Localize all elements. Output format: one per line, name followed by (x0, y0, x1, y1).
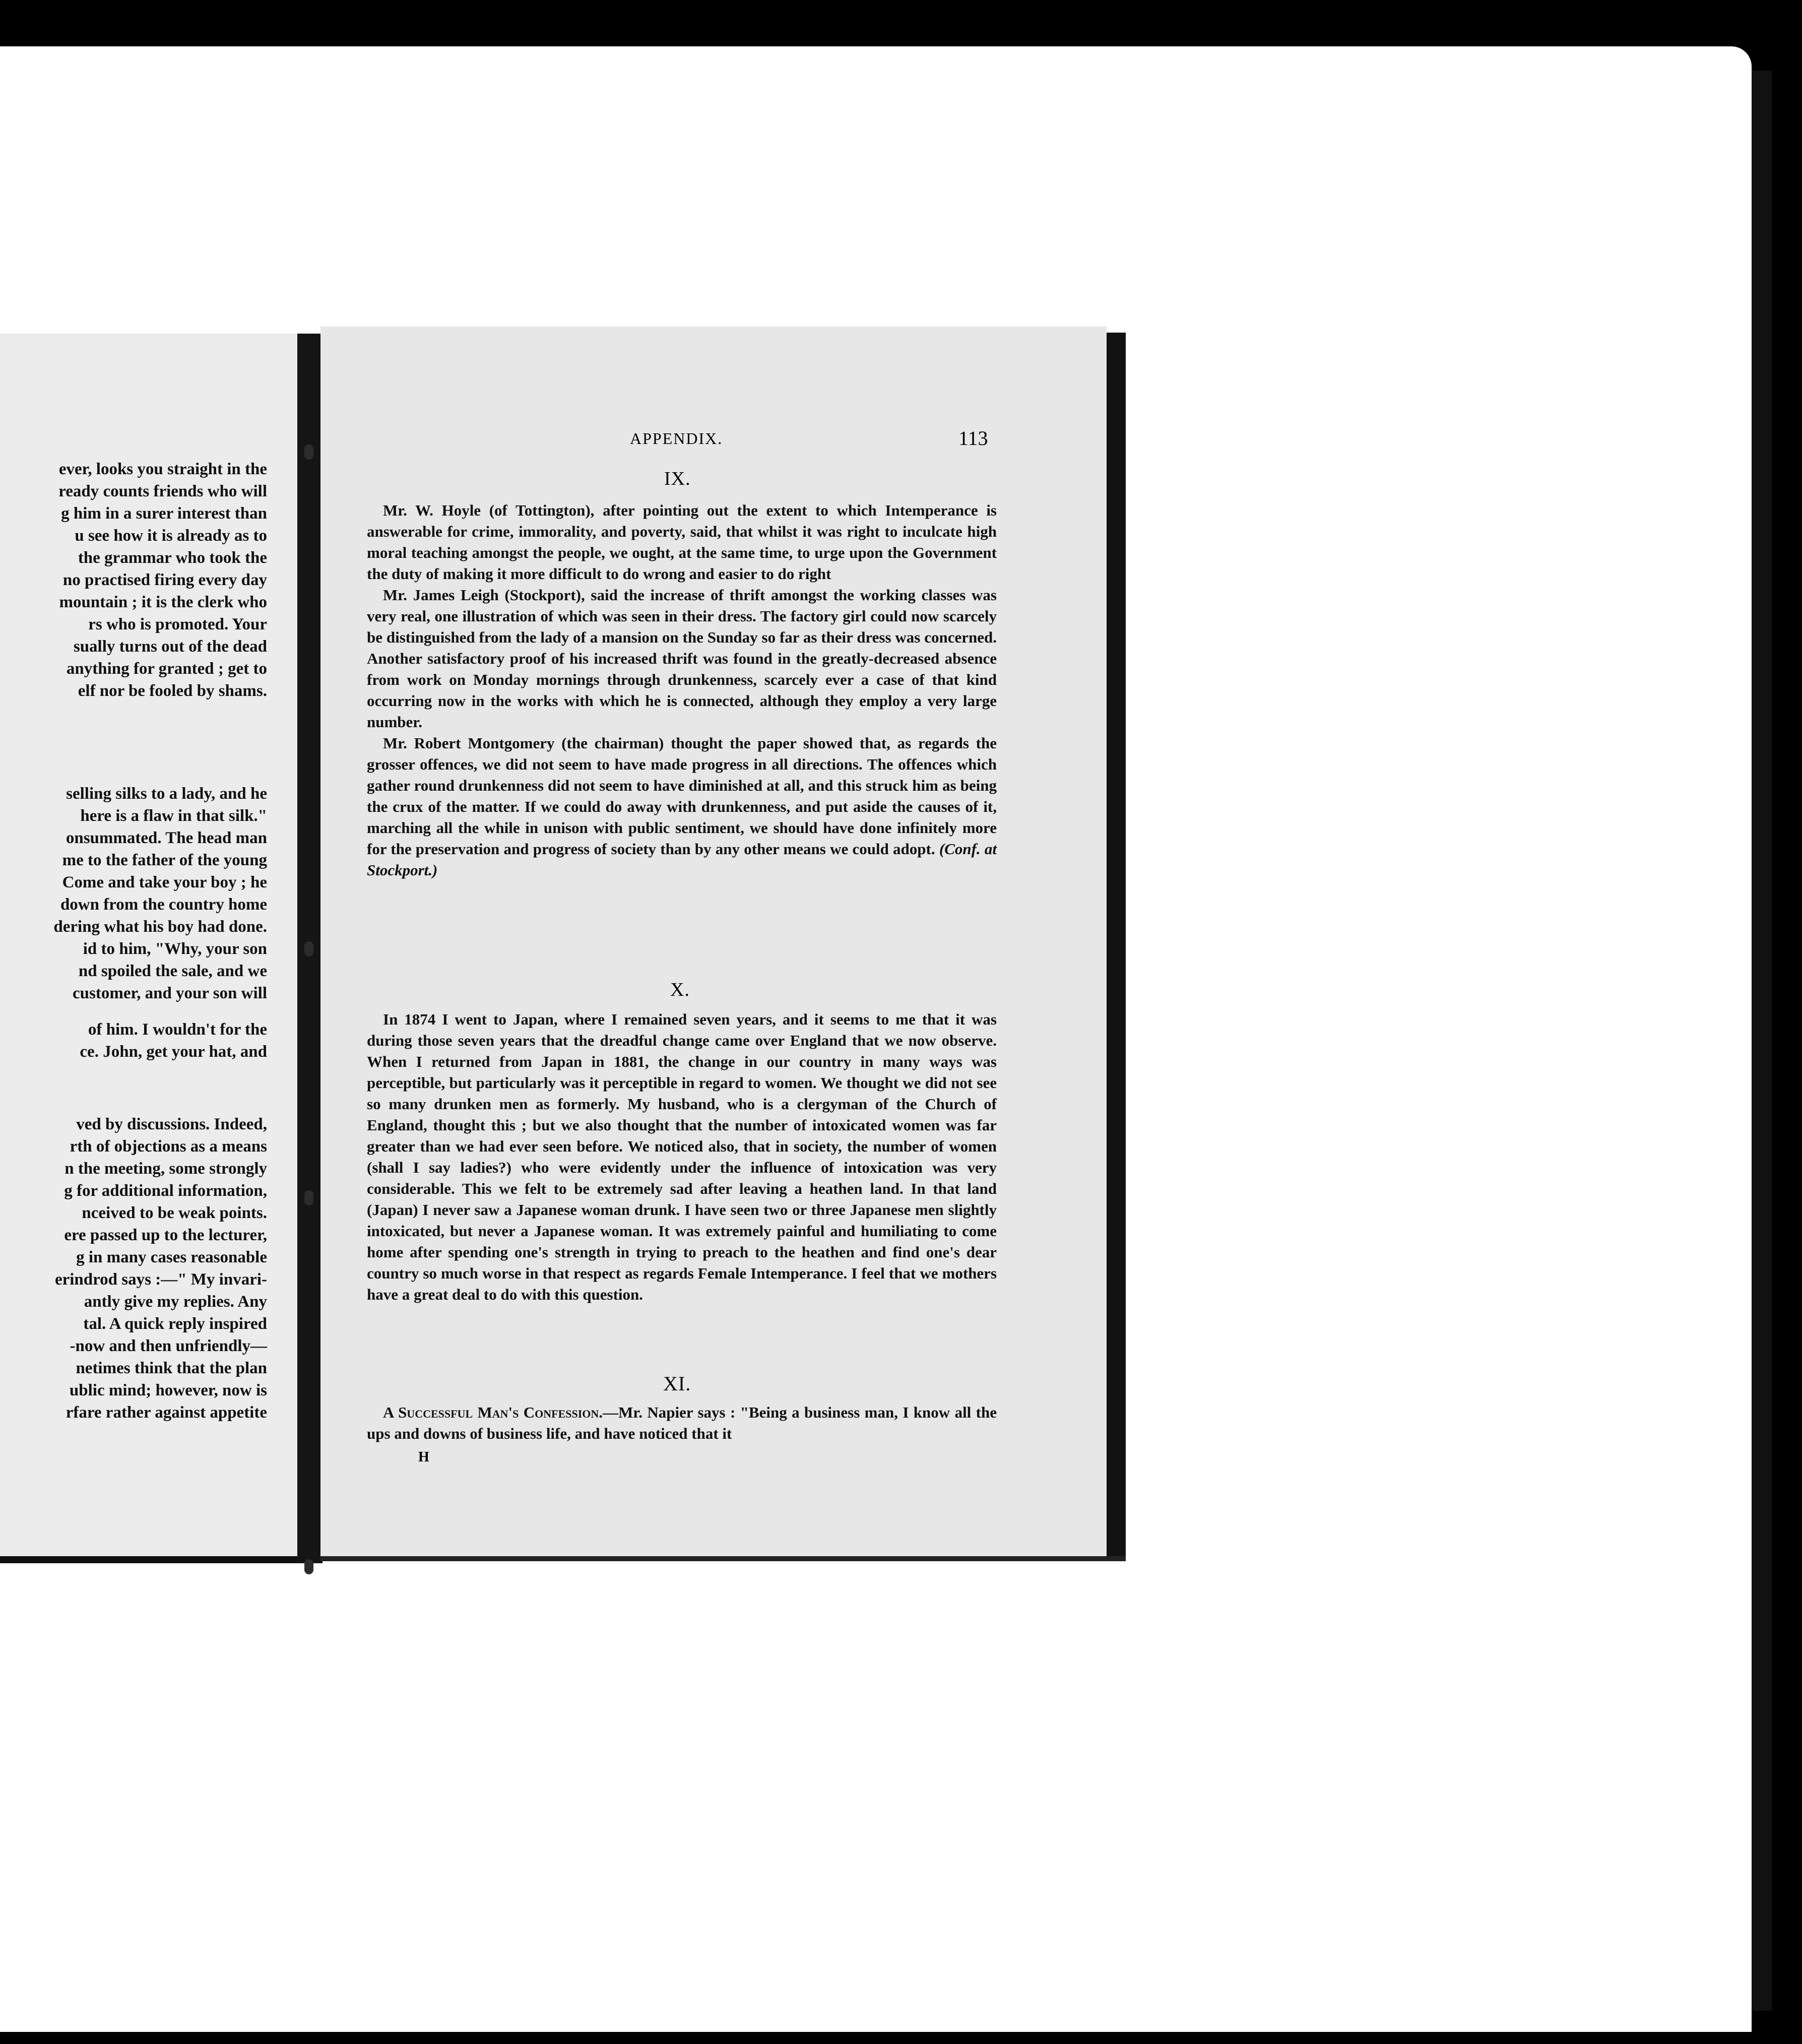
section-heading-xi: XI. (663, 1372, 691, 1395)
left-page (0, 334, 297, 1563)
binding-stitch (304, 941, 313, 956)
section-xi-text: —Mr. Napier says : "Being a business man, I know all the ups and downs of business life, and have noticed that it (367, 1403, 997, 1442)
left-page-line: ce. John, get your hat, and (80, 1043, 267, 1061)
book-bottom-shadow (0, 1556, 323, 1563)
section-xi-lead: A Successful Man's Confession. (383, 1403, 603, 1421)
left-page-line: rth of objections as a means (70, 1137, 267, 1156)
page-number: 113 (958, 427, 988, 450)
paragraph-leigh: Mr. James Leigh (Stockport), said the increase of thrift amongst the working classes was very real, one illustration of which was seen in their dress. The factory girl could now scarcely be distinguished from the lady of a mansion on the Sunday so far as their dress was concerned. Another satisfactory proof of his increased thrift was found in the greatly-decreased absence from work on Monday mornings through drunkenness, scarcely ever a case of that kind occurring now in the works with which he is connected, although they employ a very large number. (367, 586, 997, 731)
binding-stitch (304, 1190, 313, 1205)
paragraph-montgomery (367, 733, 997, 881)
section-xi-body (367, 1402, 997, 1444)
left-page-line: rs who is promoted. Your (88, 615, 267, 633)
left-page-line: antly give my replies. Any (84, 1293, 267, 1311)
left-page-line: sually turns out of the dead (73, 637, 267, 656)
binding-stitch (304, 444, 313, 460)
section-heading-ix: IX. (664, 468, 691, 489)
section-ix-body (367, 500, 997, 881)
left-page-line: rfare rather against appetite (66, 1403, 267, 1422)
right-page-bottom-edge (320, 1556, 1126, 1561)
left-page-line: mountain ; it is the clerk who (59, 593, 267, 611)
scan-frame-edge (1752, 71, 1772, 2011)
section-heading-x: X. (670, 979, 690, 1000)
book-spine (297, 334, 320, 1563)
left-page-line: Come and take your boy ; he (62, 873, 267, 891)
left-page-line: -now and then unfriendly— (70, 1337, 267, 1355)
left-page-line: elf nor be fooled by shams. (78, 682, 267, 700)
paragraph-napier (367, 1402, 997, 1444)
left-page-line: me to the father of the young (62, 851, 267, 869)
left-page-line: g for additional information, (64, 1182, 267, 1200)
left-page-line: g him in a surer interest than (61, 504, 267, 523)
left-page-line: here is a flaw in that silk." (80, 807, 267, 825)
left-page-line: down from the country home (60, 896, 267, 914)
left-page-line: nceived to be weak points. (82, 1204, 267, 1222)
left-page-line: anything for granted ; get to (66, 660, 267, 678)
left-page-line: the grammar who took the (78, 549, 267, 567)
running-head: APPENDIX. (630, 429, 723, 448)
left-page-line: u see how it is already as to (75, 527, 267, 545)
left-page-line: n the meeting, some strongly (65, 1160, 267, 1178)
paragraph-hoyle: Mr. W. Hoyle (of Tottington), after pointing out the extent to which Intemperance is answerable for crime, immorality, and poverty, said, that whilst it was right to inculcate high moral teaching amongst the people, we ought, at the same time, to urge upon the Government the duty of making it more difficult to do wrong and easier to do right (367, 501, 997, 583)
left-page-line: id to him, "Why, your son (83, 940, 267, 958)
left-page-line: ublic mind; however, now is (69, 1381, 267, 1399)
paragraph-montgomery-text: Mr. Robert Montgomery (the chairman) thought the paper showed that, as regards the grosser offences, we did not seem to have made progress in all directions. The offences which gather round drunkenness did not seem to have diminished at all, and this struck him as being the crux of the matter. If we could do away with drunkenness, and put aside the causes of it, marching all the while in unison with public sentiment, we should have done infinitely more for the preservation and progress of society than by any other means we could adopt. (367, 734, 997, 858)
left-page-line: ere passed up to the lecturer, (64, 1226, 267, 1244)
left-page-line: g in many cases reasonable (76, 1248, 267, 1266)
left-page-line: dering what his boy had done. (53, 918, 267, 936)
left-page-line: ever, looks you straight in the (58, 460, 267, 478)
left-page-line: erindrod says :—" My invari- (54, 1270, 267, 1289)
paragraph-japan: In 1874 I went to Japan, where I remained seven years, and it seems to me that it was during those seven years that the dreadful change came over England that we now observe. When I returned from Japan in 1881, the change in our country in many ways was perceptible, but particularly was it perceptible in regard to women. We thought we did not see so many drunken men as formerly. My husband, who is a clergyman of the Church of England, thought this ; but we also thought that the number of intoxicated women was far greater than we had ever seen before. We noticed also, that in society, the number of women (shall I say ladies?) who were evidently under the influence of intoxication was very considerable. This we felt to be extremely sad after leaving a heathen land. In that land (Japan) I never saw a Japanese woman drunk. I have seen two or three Japanese men slightly intoxicated, but never a Japanese woman. It was extremely painful and humiliating to come home after spending one's strength in trying to preach to the heathen and find one's dear country so much worse in that respect as regards Female Intemperance. I feel that we mothers have a great deal to do with this question. (367, 1010, 997, 1303)
binding-stitch (304, 1559, 313, 1574)
citation: (Conf. at Stockport.) (367, 840, 997, 879)
left-page-line: onsummated. The head man (66, 829, 267, 847)
signature-mark: H (418, 1449, 429, 1465)
left-page-line: ved by discussions. Indeed, (76, 1115, 267, 1133)
left-page-line: ready counts friends who will (58, 482, 267, 500)
section-x-body (367, 1009, 997, 1305)
left-page-line: netimes think that the plan (76, 1359, 267, 1377)
left-page-line: customer, and your son will (73, 984, 267, 1002)
left-page-line: selling silks to a lady, and he (66, 785, 267, 803)
left-page-line: tal. A quick reply inspired (83, 1315, 267, 1333)
right-page-edge (1107, 333, 1126, 1556)
left-page-line: nd spoiled the sale, and we (78, 962, 267, 980)
left-page-line: of him. I wouldn't for the (88, 1020, 267, 1039)
left-page-line: no practised firing every day (62, 571, 267, 589)
